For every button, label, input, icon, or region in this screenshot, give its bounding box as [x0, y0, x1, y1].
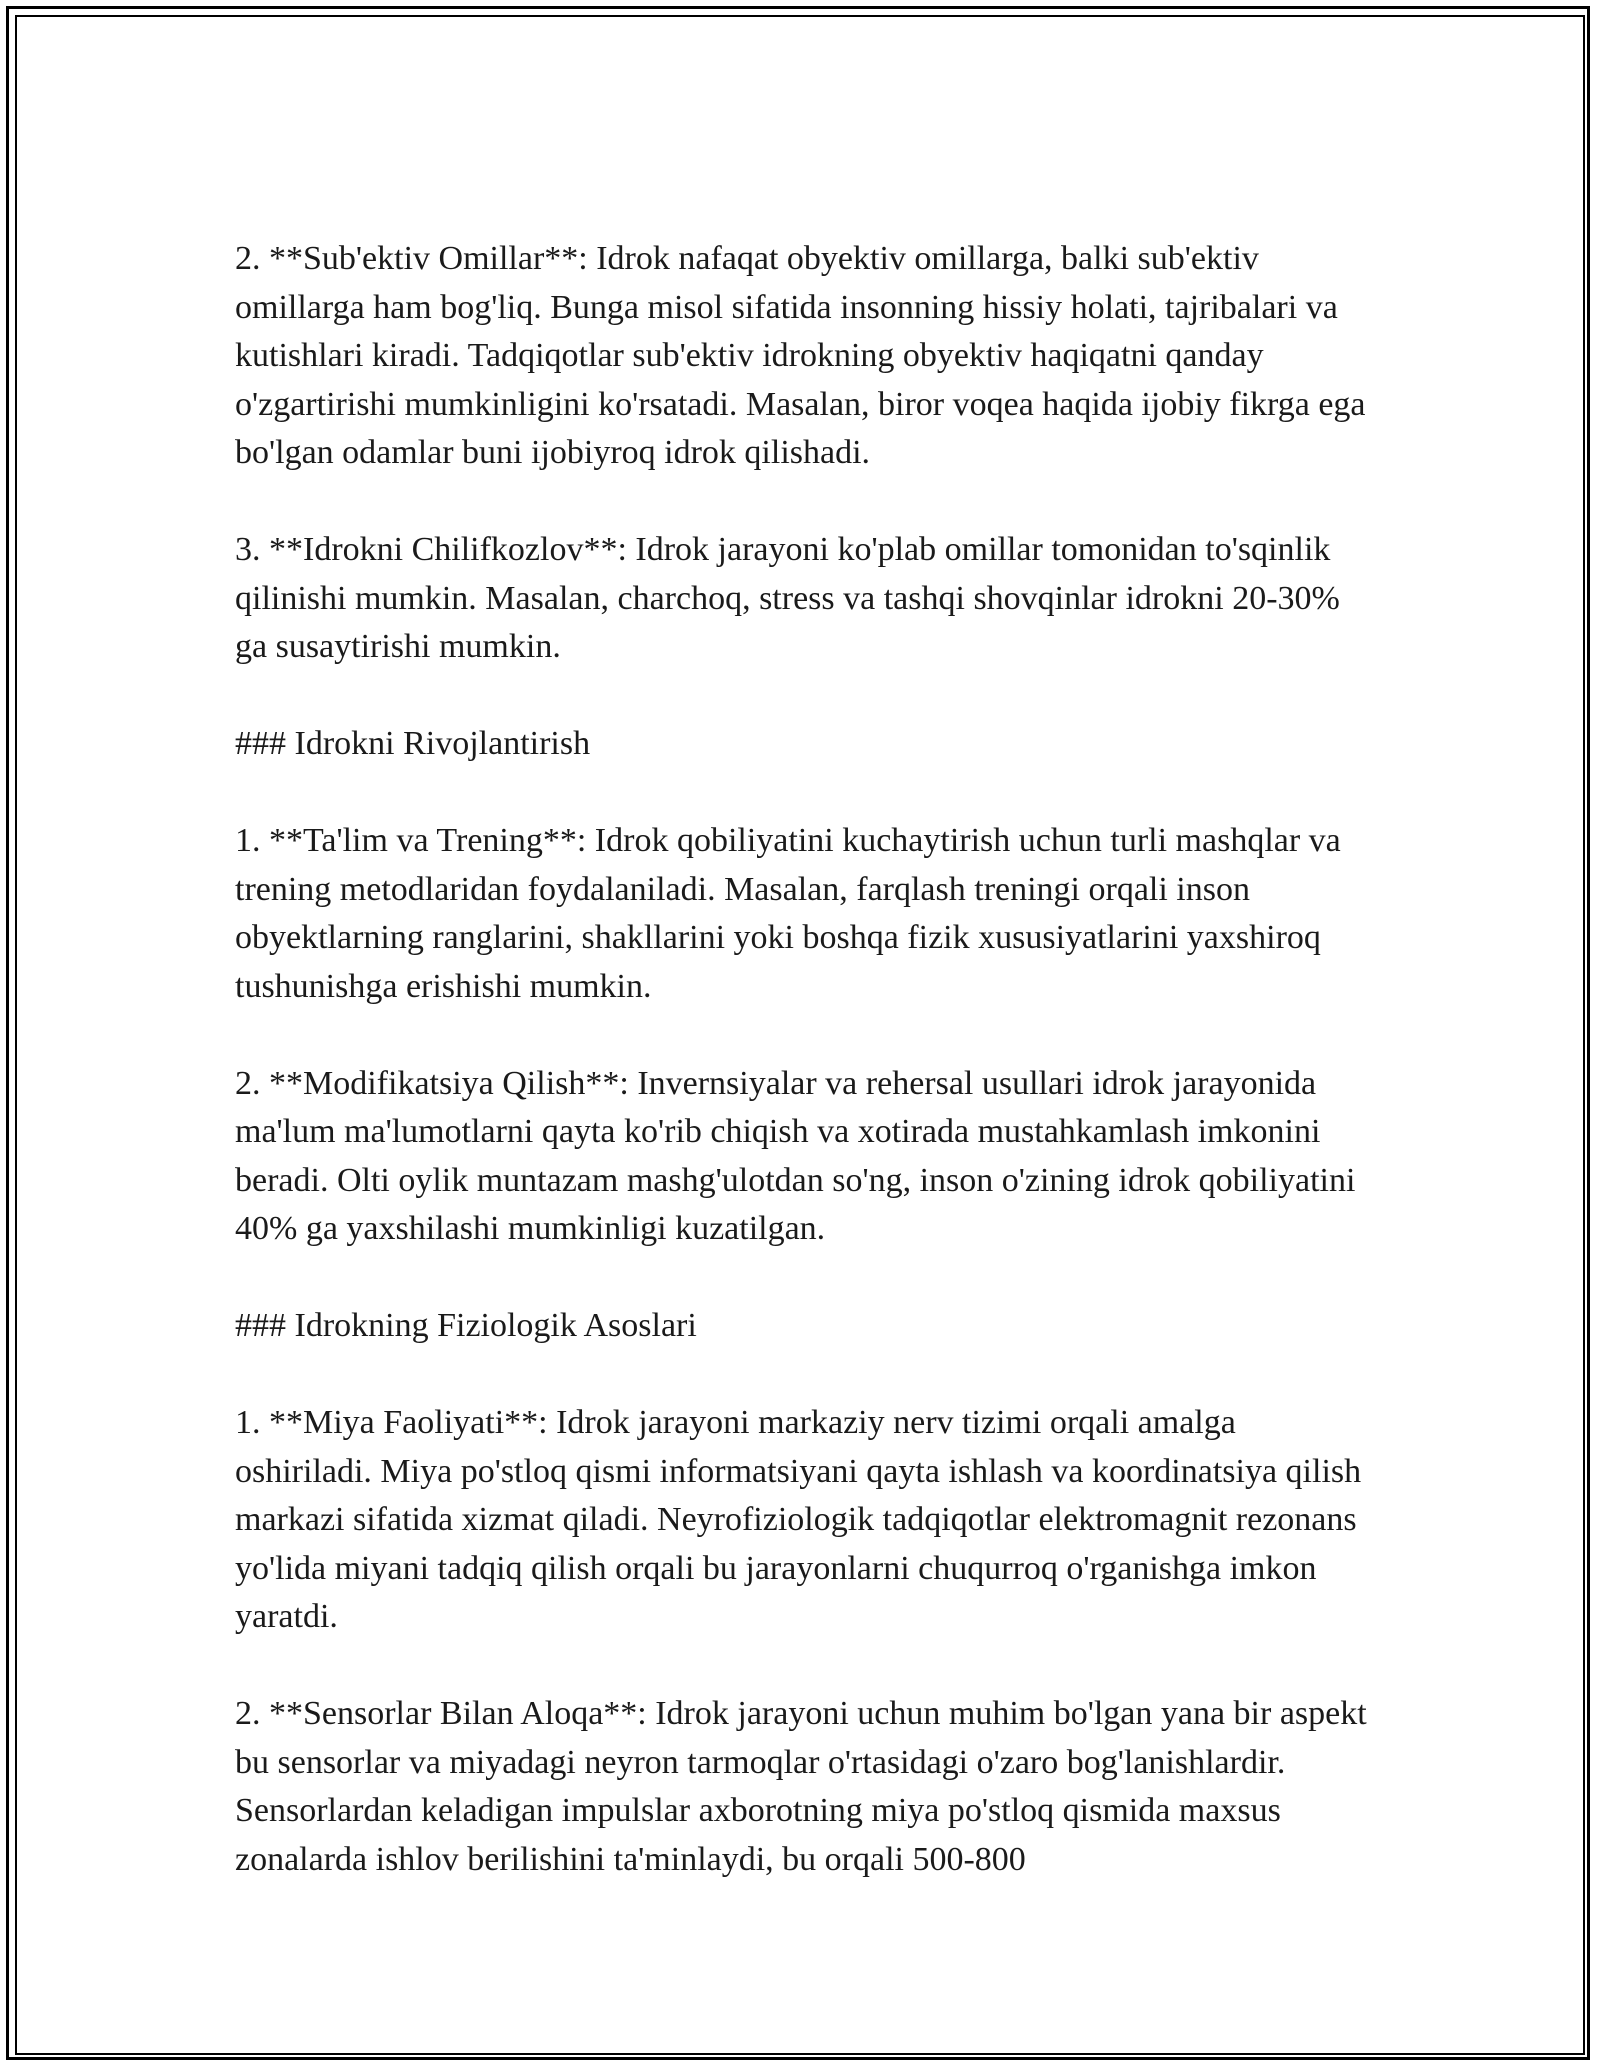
paragraph-perception-obstacles: 3. **Idrokni Chilifkozlov**: Idrok jarayoni ko'plab omillar tomonidan to'sqinlik qilinishi mumkin. Masalan, charchoq, stress va tashqi shovqinlar idrokni 20-30% ga susaytirishi mumkin. [235, 531, 1340, 665]
paragraph-subjective-factors: 2. **Sub'ektiv Omillar**: Idrok nafaqat obyektiv omillarga, balki sub'ektiv omillarga ham bog'liq. Bunga misol sifatida insonning hissiy holati, tajribalari va kutishlari kiradi. Tadqiqotlar sub'ektiv idrokning obyektiv haqiqatni qanday o'zgartirishi mumkinligini ko'rsatadi. Masalan, biror voqea haqida ijobiy fikrga ega bo'lgan odamlar buni ijobiyroq idrok qilishadi. [235, 240, 1366, 471]
heading-physiological-basis: ### Idrokning Fiziologik Asoslari [235, 1307, 697, 1344]
heading-developing-perception: ### Idrokni Rivojlantirish [235, 725, 591, 762]
paragraph-brain-activity: 1. **Miya Faoliyati**: Idrok jarayoni markaziy nerv tizimi orqali amalga oshiriladi. Miya po'stloq qismi informatsiyani qayta ishlash va koordinatsiya qilish markazi sifatida xizmat qiladi. Neyrofiziologik tadqiqotlar elektromagnit rezonans yo'lida miyani tadqiq qilish orqali bu jarayonlarni chuqurroq o'rganishga imkon yaratdi. [235, 1404, 1362, 1635]
document-body [235, 235, 1375, 1884]
paragraph-modification: 2. **Modifikatsiya Qilish**: Invernsiyalar va rehersal usullari idrok jarayonida ma'lum ma'lumotlarni qayta ko'rib chiqish va xotirada mustahkamlash imkonini beradi. Olti oylik muntazam mashg'ulotdan so'ng, inson o'zining idrok qobiliyatini 40% ga yaxshilashi mumkinligi kuzatilgan. [235, 1064, 1356, 1247]
paragraph-sensor-connection: 2. **Sensorlar Bilan Aloqa**: Idrok jarayoni uchun muhim bo'lgan yana bir aspekt bu sensorlar va miyadagi neyron tarmoqlar o'rtasidagi o'zaro bog'lanishlardir. Sensorlardan keladigan impulslar axborotning miya po'stloq qismida maxsus zonalarda ishlov berilishini ta'minlaydi, bu orqali 500-800 [235, 1695, 1367, 1878]
paragraph-education-training: 1. **Ta'lim va Trening**: Idrok qobiliyatini kuchaytirish uchun turli mashqlar va trening metodlaridan foydalaniladi. Masalan, farqlash treningi orqali inson obyektlarning ranglarini, shakllarini yoki boshqa fizik xususiyatlarini yaxshiroq tushunishga erishishi mumkin. [235, 822, 1341, 1005]
